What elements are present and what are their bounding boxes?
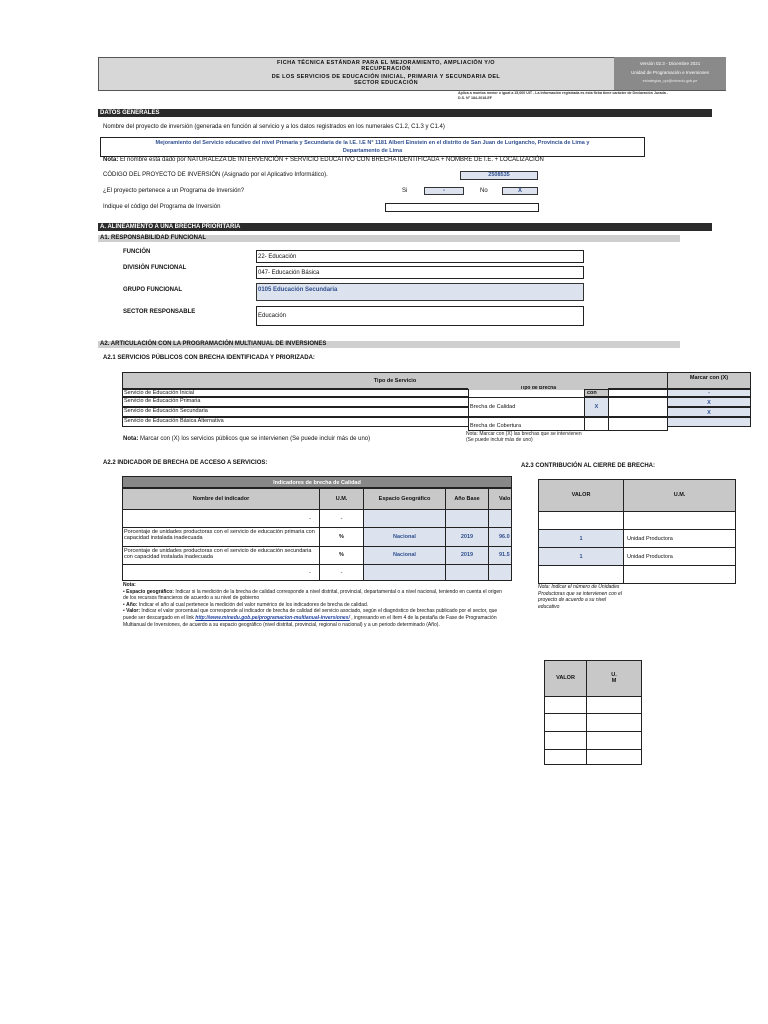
- tipo-brecha-spacer-1: [608, 389, 668, 397]
- servicios-note-bold: Nota:: [123, 436, 139, 442]
- ind-col-um: U.M.: [319, 488, 364, 510]
- contribucion-subtitle: A2.3 CONTRIBUCIÓN AL CIERRE DE BRECHA:: [521, 463, 656, 469]
- project-name-note-text: El nombre está dado por NATURALEZA DE INTERVENCIÓN + SERVICIO EDUCATIVO CON BRECHA IDENTIFICADA + NOMBRE DE I.E. + LOCALIZACIÓN: [118, 157, 544, 163]
- header-note-line1: Aplica a montos menor o igual a 15,000 UIT - La información registrada es ésta ficha tiene carácter de Declaración Jurada -: [458, 91, 668, 95]
- service-row-2: Servicio de Educación Secundaria: [122, 407, 469, 417]
- header-version: Versión 02.3 - Diciembre 2021: [639, 61, 701, 66]
- si-label: Si: [402, 188, 408, 194]
- indicador-note-geo-text: Indicar si la medición de la brecha de calidad corresponde a nivel distrital, provincial, departamental o a nivel nacional, teniendo en cuenta el origen de los recursos financieros de acuerdo a su nivel de gobierno: [123, 588, 502, 602]
- contrib-col-valor: VALOR: [538, 479, 624, 512]
- ind-row-2-name: Porcentaje de unidades productoras con el servicio de educación secundaria con capacidad instalada inadecuada: [122, 546, 320, 565]
- contrib-row-0-valor[interactable]: [538, 511, 624, 530]
- con-header: con: [584, 389, 609, 397]
- marcar-header: Marcar con (X): [667, 372, 751, 389]
- ind-row-3-um: -: [319, 564, 364, 581]
- ind-row-3-espacio[interactable]: [363, 564, 446, 581]
- marca-row-3[interactable]: [667, 417, 751, 427]
- ind-row-0-name: [122, 509, 320, 528]
- service-row-0: Servicio de Educación Inicial: [122, 389, 469, 397]
- project-name-note: [103, 157, 663, 164]
- ind-row-3-valor[interactable]: [488, 564, 512, 581]
- service-row-3: Servicio de Educación Básica Alternativa: [122, 417, 469, 427]
- small-row-3-um: [586, 749, 642, 765]
- indicador-note-anio-bold: Año:: [126, 601, 138, 608]
- indicador-caption: Indicadores de brecha de Calidad: [122, 476, 512, 488]
- indicador-note-title: Nota:: [123, 582, 136, 588]
- division-field[interactable]: 047- Educación Básica: [256, 266, 584, 279]
- sector-label: SECTOR RESPONSABLE: [123, 309, 196, 315]
- brecha-cobertura-mark[interactable]: [584, 417, 609, 431]
- ind-row-1-anio[interactable]: 2019: [445, 527, 489, 547]
- contrib-row-2-um: Unidad Productora: [623, 547, 736, 566]
- ind-row-1-name: Porcentaje de unidades productoras con el servicio de educación primaria con capacidad instalada inadecuada: [122, 527, 320, 547]
- no-label: No: [480, 188, 488, 194]
- ind-row-2-anio[interactable]: 2019: [445, 546, 489, 565]
- header-title-line1: FICHA TÉCNICA ESTÁNDAR PARA EL MEJORAMIENTO, AMPLIACIÓN Y/O RECUPERACIÓN: [277, 60, 495, 72]
- grupo-field[interactable]: 0105 Educación Secundaria: [256, 283, 584, 301]
- program-code-field[interactable]: [385, 203, 539, 212]
- indicador-subtitle: A2.2 INDICADOR DE BRECHA DE ACCESO A SERVICIOS:: [103, 460, 268, 466]
- indicador-note-valor-bold: Valor:: [126, 608, 141, 615]
- small-col-valor: VALOR: [544, 660, 587, 697]
- brecha-cobertura: Brecha de Cobertura: [468, 417, 585, 431]
- marca-row-1[interactable]: X: [667, 397, 751, 407]
- ind-row-3-name-text: -: [309, 570, 311, 576]
- ind-row-0-um: -: [319, 509, 364, 528]
- contrib-row-3-um: [623, 565, 736, 584]
- ind-row-1-espacio[interactable]: Nacional: [363, 527, 446, 547]
- small-row-2-valor[interactable]: [544, 731, 587, 750]
- header-note: [458, 91, 728, 101]
- ind-row-0-espacio[interactable]: [363, 509, 446, 528]
- indicador-notes: [123, 582, 503, 628]
- small-col-um-text: U. M: [611, 672, 617, 684]
- program-code-label: Indique el código del Programa de Inversión: [103, 204, 221, 210]
- tipo-servicio-header: Tipo de Servicio: [122, 372, 668, 389]
- division-label: DIVISIÓN FUNCIONAL: [123, 265, 187, 271]
- servicios-note-text: Marcar con (X) los servicios públicos que se intervienen (Se puede incluir más de uno): [138, 436, 371, 442]
- small-row-3-valor[interactable]: [544, 749, 587, 765]
- tipo-brecha-header: Tipo de Brecha: [468, 386, 608, 390]
- no-field[interactable]: X: [502, 187, 538, 195]
- sector-field[interactable]: Educación: [256, 306, 584, 326]
- datos-generales-bar: DATOS GENERALES: [98, 109, 712, 117]
- servicios-note: [123, 436, 370, 443]
- brecha-calidad-mark[interactable]: X: [584, 397, 609, 417]
- ind-row-1-valor[interactable]: 96.0: [488, 527, 512, 547]
- brechas-note-line1: Nota: Marcar con (X) las brechas que se intervienen: [466, 431, 582, 437]
- alineamiento-bar: A. ALINEAMIENTO A UNA BRECHA PRIORITARIA: [98, 223, 712, 231]
- contrib-row-0-um: [623, 511, 736, 530]
- contrib-row-1-um: Unidad Productora: [623, 529, 736, 548]
- funcion-label: FUNCIÓN: [123, 249, 151, 255]
- contrib-col-um: U.M.: [623, 479, 736, 512]
- servicios-subtitle: A2.1 SERVICIOS PÚBLICOS CON BRECHA IDENTIFICADA Y PRIORIZADA:: [103, 355, 315, 361]
- ind-row-2-valor[interactable]: 91.5: [488, 546, 512, 565]
- brechas-note: [466, 431, 626, 443]
- ind-row-3-name: [122, 564, 320, 581]
- project-name-label: Nombre del proyecto de inversión (generada en función al servicio y a los datos registrados en los numerales C1.2, C1.3 y C1.4): [103, 124, 445, 130]
- contrib-row-2-valor[interactable]: 1: [538, 547, 624, 566]
- ind-row-0-anio[interactable]: [445, 509, 489, 528]
- indicador-note-anio: • Año: Indicar el año al cual pertenece la medición del valor numérico de los indicadores de brecha de calidad.: [123, 601, 369, 608]
- brecha-calidad: Brecha de Calidad: [468, 397, 585, 417]
- project-name-note-bold: Nota:: [103, 157, 119, 163]
- ind-col-valor: Valo: [488, 488, 512, 510]
- articulacion-bar: A2. ARTICULACIÓN CON LA PROGRAMACIÓN MULTIANUAL DE INVERSIONES: [98, 341, 680, 348]
- service-row-1: Servicio de Educación Primaria: [122, 397, 469, 407]
- small-row-0-valor[interactable]: [544, 696, 587, 714]
- header-unit: Unidad de Programación e Inversiones: [631, 70, 709, 75]
- indicador-note-valor-text2: , ingresando en el ítem 4 de la pestaña de Fase de Programación Multianual de Inversiones, de acuerdo a su espacio geográfico (nivel distrital, provincial, regional o nacional) y a un periodo determinado (Año).: [123, 614, 497, 628]
- ind-row-2-espacio[interactable]: Nacional: [363, 546, 446, 565]
- brechas-note-line2: (Se puede incluir más de uno): [466, 437, 533, 443]
- indicador-note-valor: • Valor: Indicar el valor porcentual que corresponde al indicador de brecha de calidad del servicio asociado, según el diagnóstico de brechas publicado por el sector, que puede ser descargado en el link http://www.minedu.gob.pe/programacion-multianual-inversiones/ , ingresando en el ítem 4 de la pestaña de Fase de Programación Multianual de Inversiones, de acuerdo a su espacio geográfico (nivel distrital, provincial, regional o nacional) y a un periodo determinado (Año).: [123, 608, 498, 628]
- ind-col-espacio: Espacio Geográfico: [363, 488, 446, 510]
- responsabilidad-funcional-bar: A1. RESPONSABILIDAD FUNCIONAL: [98, 235, 680, 242]
- small-col-um: [586, 660, 642, 697]
- ind-col-anio: Año Base: [445, 488, 489, 510]
- small-row-0-um: [586, 696, 642, 714]
- project-name-line1: Mejoramiento del Servicio educativo del nivel Primaria y Secundaria de la I.E. I.E N° 1181 Albert Einstein en el distrito de San Juan de Lurigancho, Provincia de Lima y: [155, 140, 590, 146]
- header-title-line2: DE LOS SERVICIOS DE EDUCACIÓN INICIAL, PRIMARIA Y SECUNDARIA DEL SECTOR EDUCACIÓN: [271, 74, 501, 86]
- grupo-label: GRUPO FUNCIONAL: [123, 287, 182, 293]
- contrib-row-1-valor[interactable]: 1: [538, 529, 624, 548]
- project-name-line2: Departamento de Lima: [342, 148, 403, 154]
- small-row-1-um: [586, 713, 642, 732]
- tipo-brecha-spacer-3: [608, 417, 668, 431]
- contribucion-note: Nota: Indicar el número de Unidades Productoras que se intervienen con el proyecto de acuerdo a su nivel educativo: [538, 584, 622, 610]
- project-code-label: CÓDIGO DEL PROYECTO DE INVERSIÓN (Asignado por el Aplicativo Informático).: [103, 172, 328, 178]
- small-row-2-um: [586, 731, 642, 750]
- marca-row-0[interactable]: -: [667, 389, 751, 397]
- ind-col-nombre: Nombre del indicador: [122, 488, 320, 510]
- contrib-row-3-valor[interactable]: [538, 565, 624, 584]
- ind-row-1-um: %: [319, 527, 364, 547]
- minedu-link[interactable]: http://www.minedu.gob.pe/programacion-multianual-inversiones/: [195, 614, 350, 621]
- indicador-note-geo-bold: Espacio geográfico:: [126, 588, 174, 595]
- program-question-label: ¿El proyecto pertenece a un Programa de Inversión?: [103, 188, 245, 194]
- indicador-note-anio-text: Indicar el año al cual pertenece la medición del valor numérico de los indicadores de brecha de calidad.: [137, 601, 369, 608]
- project-code-field[interactable]: 2508535: [460, 171, 538, 180]
- indicador-note-geo: • Espacio geográfico: Indicar si la medición de la brecha de calidad corresponde a nivel distrital, provincial, departamental o a nivel nacional, teniendo en cuenta el origen de los recursos financieros de acuerdo a su nivel de gobierno: [123, 588, 502, 602]
- tipo-brecha-spacer-2: [608, 397, 668, 417]
- header-note-line2: D.S. N° 184-2018-EF: [458, 96, 492, 100]
- funcion-field[interactable]: 22- Educación: [256, 250, 584, 263]
- indicador-note-valor-text: Indicar el valor porcentual que corresponde al indicador de brecha de calidad del servicio asociado, según el diagnóstico de brechas publicado por el sector, que puede ser descargado en el link: [123, 608, 498, 621]
- header-email[interactable]: estrategias_upi@minedu.gob.pe: [642, 79, 698, 83]
- ind-row-0-valor[interactable]: [488, 509, 512, 528]
- ind-row-2-um: %: [319, 546, 364, 565]
- ind-row-3-anio[interactable]: [445, 564, 489, 581]
- ind-row-0-name-text: -: [309, 516, 311, 522]
- marca-row-2[interactable]: X: [667, 407, 751, 417]
- si-field[interactable]: -: [424, 187, 464, 195]
- small-row-1-valor[interactable]: [544, 713, 587, 732]
